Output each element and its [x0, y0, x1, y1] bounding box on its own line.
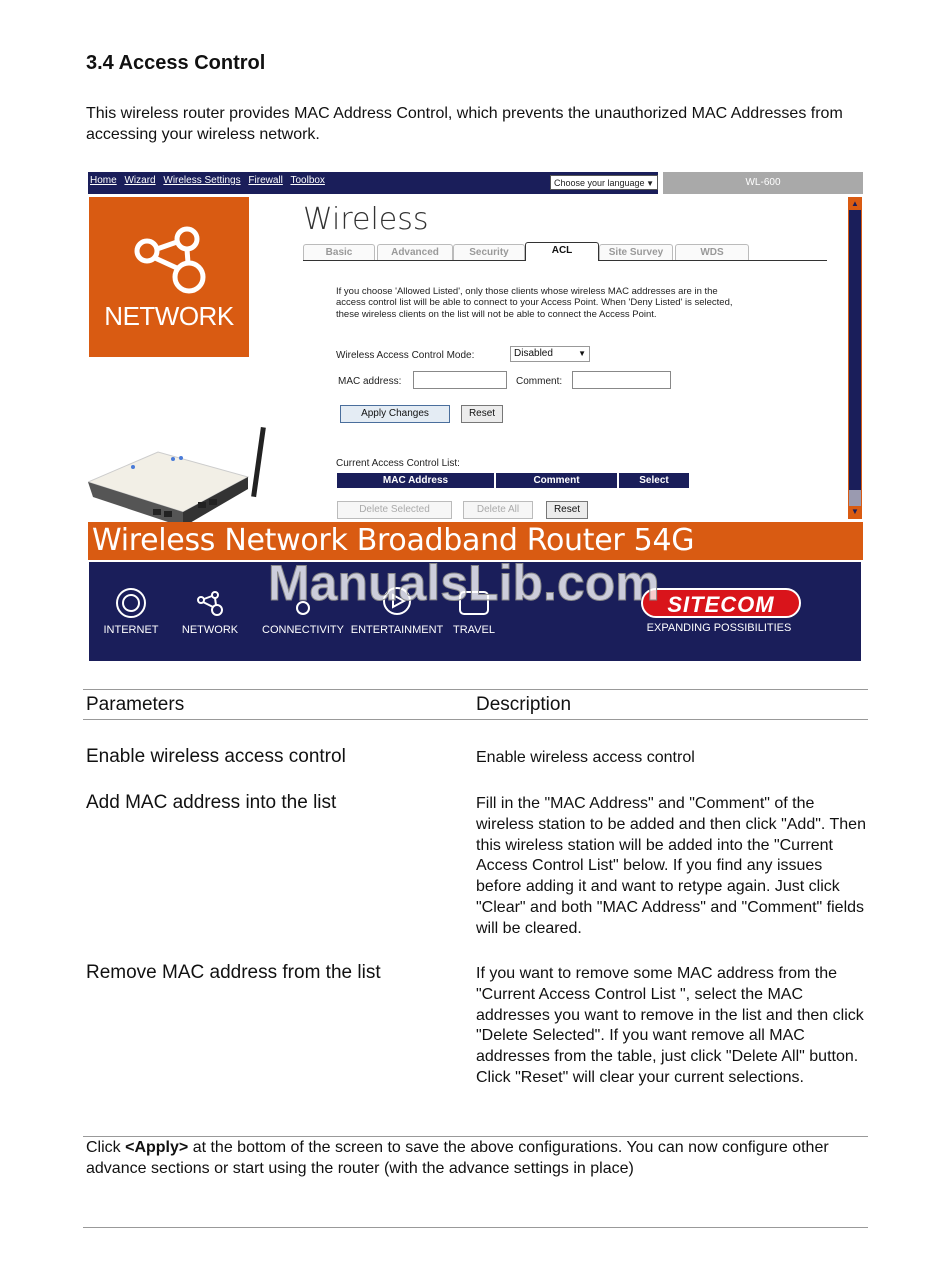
footer-label-network: NETWORK	[181, 624, 239, 636]
scroll-up-icon[interactable]: ▲	[849, 198, 861, 210]
nav-link-wizard[interactable]: Wizard	[124, 175, 156, 186]
top-nav-bar	[88, 172, 658, 194]
footer-label-internet: INTERNET	[103, 624, 159, 636]
section-title: 3.4 Access Control	[86, 52, 266, 74]
sitecom-logo: SITECOM	[641, 588, 801, 618]
router-image	[88, 427, 268, 532]
closing-pre: Click	[86, 1139, 126, 1156]
network-logo	[89, 197, 249, 357]
comment-input[interactable]	[572, 371, 671, 389]
footer-item-network	[165, 586, 255, 646]
current-list-label: Current Access Control List:	[336, 458, 460, 469]
model-label: WL-600	[663, 172, 863, 194]
scroll-thumb[interactable]	[849, 490, 861, 506]
tab-security[interactable]: Security	[453, 244, 525, 260]
nav-link-firewall[interactable]: Firewall	[248, 175, 283, 186]
param-name: Remove MAC address from the list	[86, 962, 381, 983]
footer-label-connectivity: CONNECTIVITY	[262, 624, 344, 636]
mac-address-input[interactable]	[413, 371, 507, 389]
page-title: Wireless	[303, 202, 429, 237]
chevron-down-icon: ▼	[646, 179, 654, 188]
tab-advanced[interactable]: Advanced	[377, 244, 453, 260]
table-header-rule	[83, 719, 868, 720]
param-description: Enable wireless access control	[476, 749, 695, 766]
footer-item-internet	[86, 586, 176, 646]
apply-changes-button[interactable]: Apply Changes	[340, 405, 450, 423]
network-icon	[193, 586, 227, 620]
language-select-value: Choose your language	[554, 178, 645, 188]
param-name: Enable wireless access control	[86, 746, 346, 767]
comment-label: Comment:	[516, 376, 563, 387]
watermark: ManualsLib.com	[268, 555, 660, 611]
closing-paragraph	[86, 1137, 876, 1179]
sitecom-tagline: EXPANDING POSSIBILITIES	[646, 622, 792, 634]
intro-paragraph: This wireless router provides MAC Address Control, which prevents the unauthorized MAC Addresses from accessing your wireless network.	[86, 105, 843, 143]
delete-selected-button[interactable]: Delete Selected	[337, 501, 452, 519]
reset-button[interactable]: Reset	[461, 405, 503, 423]
tab-basic[interactable]: Basic	[303, 244, 375, 260]
product-banner: Wireless Network Broadband Router 54G	[88, 522, 863, 560]
mode-label: Wireless Access Control Mode:	[336, 350, 475, 361]
tab-site-survey[interactable]: Site Survey	[599, 244, 673, 260]
nav-links	[90, 175, 330, 186]
tab-wds[interactable]: WDS	[675, 244, 749, 260]
scrollbar[interactable]	[848, 197, 862, 519]
table-header-comment: Comment	[496, 473, 617, 488]
reset-selection-button[interactable]: Reset	[546, 501, 588, 519]
header-description: Description	[476, 694, 572, 715]
network-label: NETWORK	[104, 301, 234, 331]
param-name: Add MAC address into the list	[86, 792, 337, 813]
tab-bar	[303, 242, 827, 261]
mac-address-label: MAC address:	[338, 376, 402, 387]
router-ui-screenshot	[88, 172, 863, 662]
footer-label-entertainment: ENTERTAINMENT	[350, 624, 444, 636]
page-bottom-rule	[83, 1227, 868, 1228]
delete-all-button[interactable]: Delete All	[463, 501, 533, 519]
language-select[interactable]	[550, 175, 658, 190]
param-description: If you want to remove some MAC address from the "Current Access Control List ", select the MAC addresses you want to remove in the list and then click "Delete Selected". If you want remove all MAC addresses from the table, just click "Delete All" button. Click "Reset" will clear your current selections.	[476, 965, 864, 1086]
nav-link-wireless-settings[interactable]: Wireless Settings	[163, 175, 241, 186]
internet-icon	[114, 586, 148, 620]
footer-label-travel: TRAVEL	[453, 624, 495, 636]
scroll-down-icon[interactable]: ▼	[849, 506, 861, 518]
param-description: Fill in the "MAC Address" and "Comment" of the wireless station to be added and then click "Add". Then this wireless station will be added into the "Current Access Control List" below. If you find any issues before adding it and want to retype again. Just click "Clear" and both "MAC Address" and "Comment" fields will be cleared.	[476, 795, 866, 937]
tab-acl[interactable]: ACL	[525, 242, 599, 261]
mode-select-value: Disabled	[514, 348, 553, 359]
header-parameters: Parameters	[86, 694, 185, 715]
network-icon	[89, 197, 249, 297]
nav-link-home[interactable]: Home	[90, 175, 117, 186]
closing-post: at the bottom of the screen to save the above configurations. You can now configure other advance sections or start using the router (with the advance settings in place)	[86, 1139, 829, 1177]
mode-select[interactable]	[510, 346, 590, 362]
apply-keyword: <Apply>	[125, 1139, 189, 1156]
acl-description: If you choose 'Allowed Listed', only those clients whose wireless MAC addresses are in the access control list will be able to connect to your Access Point. When 'Deny Listed' is selected, these wireless clients on the list will not be able to connect the Access Point.	[336, 286, 733, 320]
nav-link-toolbox[interactable]: Toolbox	[290, 175, 325, 186]
table-top-rule	[83, 689, 868, 690]
table-header-mac: MAC Address	[337, 473, 494, 488]
chevron-down-icon: ▼	[578, 349, 586, 358]
table-header-select: Select	[619, 473, 689, 488]
